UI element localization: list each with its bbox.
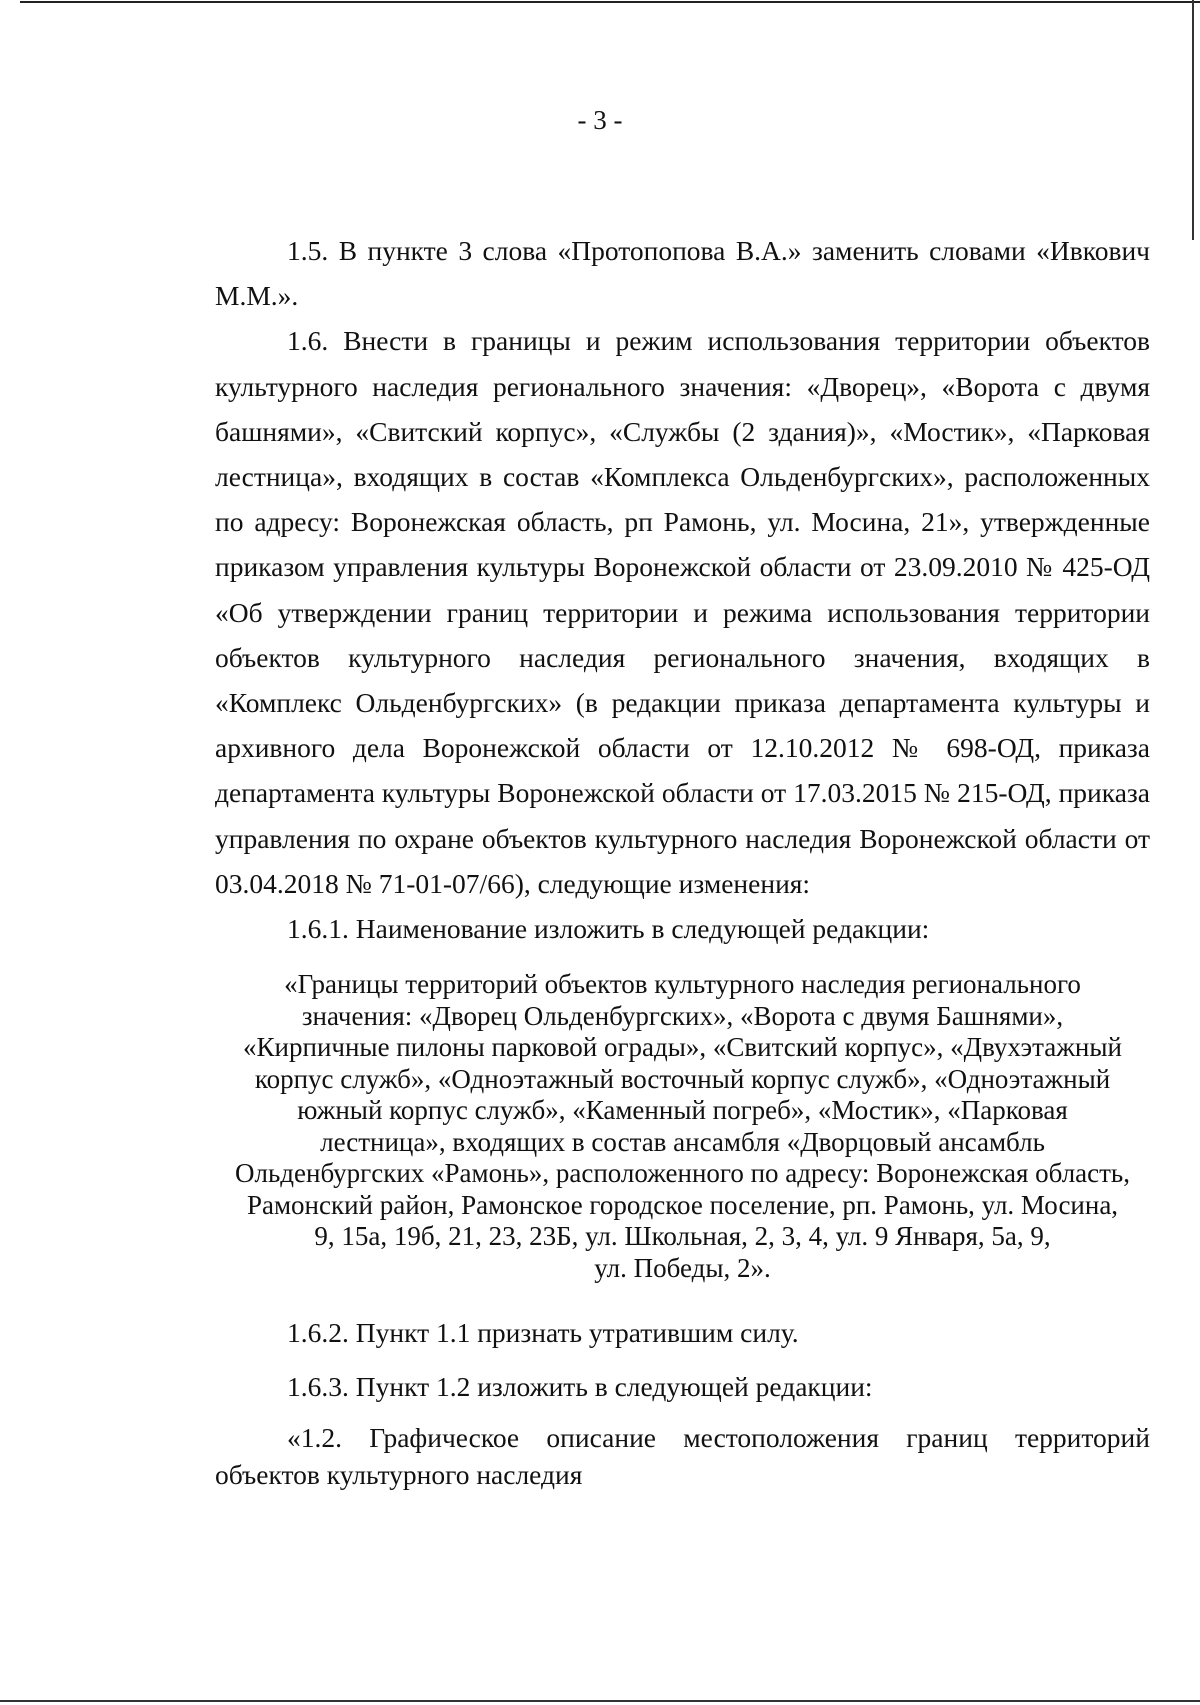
document-body bbox=[215, 228, 1150, 1493]
quote-line: Рамонский район, Рамонское городское поселение, рп. Рамонь, ул. Мосина, bbox=[246, 1189, 1119, 1220]
page-number: - 3 - bbox=[577, 105, 623, 135]
quote-line: лестница», входящих в состав ансамбля «Дворцовый ансамбль bbox=[320, 1126, 1045, 1157]
scan-edge-bottom bbox=[0, 1700, 1200, 1702]
paragraph-1-6-1: 1.6.1. Наименование изложить в следующей редакции: bbox=[287, 913, 930, 945]
quote-line: ул. Победы, 2». bbox=[594, 1252, 771, 1283]
quote-line: «Кирпичные пилоны парковой ограды», «Свитский корпус», «Двухэтажный bbox=[243, 1032, 1122, 1063]
scan-edge-top bbox=[20, 1, 1200, 3]
quoted-title bbox=[215, 969, 1150, 1284]
paragraph-1-6-3: 1.6.3. Пункт 1.2 изложить в следующей редакции: bbox=[287, 1371, 873, 1403]
quote-line: Ольденбургских «Рамонь», расположенного по адресу: Воронежская область, bbox=[234, 1158, 1130, 1189]
paragraph-1-2-quote: «1.2. Графическое описание местоположения границ территорий объектов культурного наследия bbox=[215, 1421, 1150, 1490]
quote-line: корпус служб», «Одноэтажный восточный корпус служб», «Одноэтажный bbox=[254, 1063, 1111, 1094]
paragraph-1-5: 1.5. В пункте 3 слова «Протопопова В.А.» заменить словами «Ивкович М.М.». bbox=[215, 235, 1150, 312]
quote-line: «Границы территорий объектов культурного наследия регионального bbox=[284, 969, 1081, 1000]
quote-line: южный корпус служб», «Каменный погреб», «Мостик», «Парковая bbox=[297, 1095, 1068, 1126]
paragraph-1-6: 1.6. Внести в границы и режим использования территории объектов культурного наследия регионального значения: «Дворец», «Ворота с двумя башнями», «Свитский корпус», «Службы (2 здания)», «Мостик», «Парковая лестница», входящих в состав «Комплекса Ольденбургских», расположенных по адресу: Воронежская область, рп Рамонь, ул. Мосина, 21», утвержденные приказом управления культуры Воронежской области от 23.09.2010 № 425-ОД «Об утверждении границ территории и режима использования территории объектов культурного наследия регионального значения, входящих в «Комплекс Ольденбургских» (в редакции приказа департамента культуры и архивного дела Воронежской области от 12.10.2012 № 698-ОД, приказа департамента культуры Воронежской области от 17.03.2015 № 215-ОД, приказа управления по охране объектов культурного наследия Воронежской области от 03.04.2018 № 71-01-07/66), следующие изменения: bbox=[215, 325, 1150, 899]
quote-line: значения: «Дворец Ольденбургских», «Ворота с двумя Башнями», bbox=[301, 1000, 1064, 1031]
paragraph-1-6-2: 1.6.2. Пункт 1.1 признать утратившим силу. bbox=[287, 1317, 799, 1349]
quote-line: 9, 15а, 19б, 21, 23, 23Б, ул. Школьная, 2, 3, 4, ул. 9 Января, 5а, 9, bbox=[314, 1221, 1051, 1252]
